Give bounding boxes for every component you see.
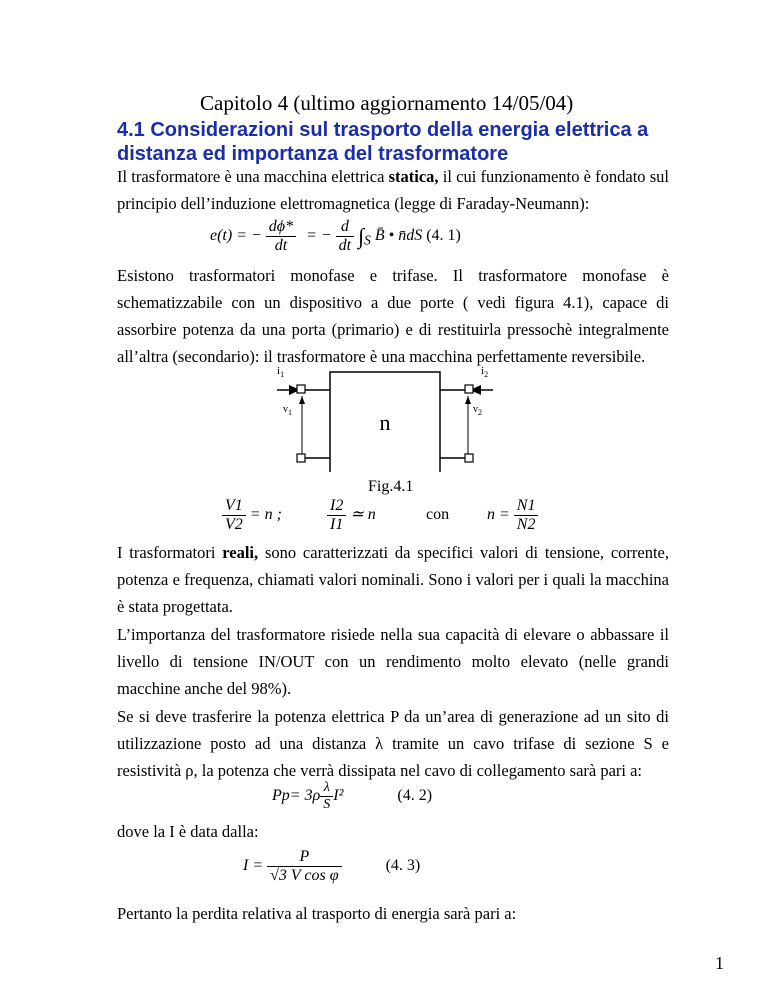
figure-caption: Fig.4.1: [368, 478, 414, 495]
voltage-arrow-left: [299, 396, 305, 404]
equation-4-1: e(t) = − $\frac{d\phi*}{dt}$ = − $\frac{d}{dt}$ $\int_S$ B̄ • n̄dS (4. 1): [210, 218, 461, 254]
ratio-v: $\frac{V1}{V2}$ = n ;: [222, 497, 282, 534]
section-heading: [117, 118, 677, 166]
label-v2: $v_2$: [473, 404, 482, 417]
terminal-1-top: [297, 385, 305, 393]
paragraph-pertanto: Pertanto la perdita relativa al trasporto di energia sarà pari a:: [117, 904, 517, 923]
terminal-2-top: [465, 385, 473, 393]
section-heading-line-2: distanza ed importanza del trasformatore: [117, 143, 509, 165]
bold-statica: statica,: [388, 167, 439, 186]
two-port-diagram: [265, 362, 505, 472]
paragraph-intro: Il trasformatore è una macchina elettrica statica, il cui funzionamento è fondato sul principio dell’induzione elettromagnetica (legge di Faraday-Neumann):: [117, 167, 670, 213]
paragraph-monofase: Esistono trasformatori monofase e trifase. Il trasformatore monofase è schematizzabile con un dispositivo a due porte ( vedi figura 4.1), capace di assorbire potenza da una porta (primario) e di restituirla pressochè integralmente all’altra (secondario): il trasformatore è una macchina perfettamente reversibile.: [117, 266, 669, 366]
voltage-arrow-right: [465, 396, 471, 404]
page-number: 1: [715, 953, 724, 973]
equation-4-2: Pp= 3ρ $\frac{\lambda}{S}$ I² (4. 2): [272, 780, 433, 812]
chapter-title: Capitolo 4 (ultimo aggiornamento 14/05/04): [200, 91, 574, 115]
terminal-1-bottom: [297, 454, 305, 462]
label-i1: $i_1$: [277, 365, 285, 379]
terminal-2-bottom: [465, 454, 473, 462]
paragraph-trasferimento: Se si deve trasferire la potenza elettrica P da un’area di generazione ad un sito di utilizzazione posto ad una distanza λ tramite un cavo trifase di sezione S e resistività ρ, la potenza che verrà dissipata nel cavo di collegamento sarà pari a:: [117, 707, 669, 780]
paragraph-importanza: L’importanza del trasformatore risiede nella sua capacità di elevare o abbassare il livello di tensione IN/OUT con un rendimento molto elevato (nelle grandi macchine anche del 98%).: [117, 625, 669, 698]
box-label: n: [379, 410, 391, 435]
label-con: con: [426, 506, 450, 523]
label-i2: $i_2$: [481, 365, 489, 379]
label-v1: $v_1$: [283, 404, 292, 417]
paragraph-dove: dove la I è data dalla:: [117, 822, 259, 841]
paragraph-reali: I trasformatori reali, sono caratterizzati da specifici valori di tensione, corrente, potenza e frequenza, chiamati valori nominali. Sono i valori per i quali la macchina è stata progettata.: [117, 543, 669, 616]
bold-reali: reali,: [222, 543, 259, 562]
ratio-n: n = $\frac{N1}{N2}$: [487, 497, 538, 534]
section-heading-line-1: 4.1 Considerazioni sul trasporto della energia elettrica a: [117, 119, 649, 141]
equation-4-3: I = $\frac{P}{\text{√3 V cos φ}}$ (4. 3): [243, 848, 421, 884]
ratio-i: $\frac{I2}{I1}$ ≃ n: [327, 497, 376, 534]
